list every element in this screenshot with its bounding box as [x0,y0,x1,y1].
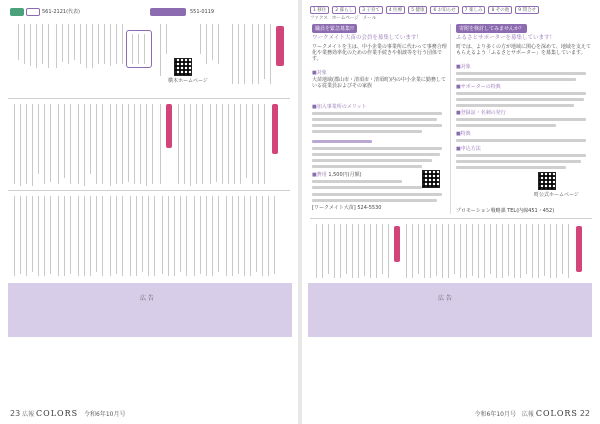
section2-apply-label: ■申込方法 [456,146,481,152]
section1-title: ワークメイト大苗の会員を募集しています！ [312,35,422,41]
brand-prefix: 広報 [22,411,35,418]
nav-sub [310,15,376,21]
section1-heading: 職員を緊急募集!! [312,24,357,33]
issue-date: 令和6年10月号 [474,411,516,418]
brand-logo: COLORS [535,409,578,418]
brand-prefix: 広報 [521,411,534,418]
section2-benefit-label: ■サポーターの特典 [456,84,501,90]
nav-item[interactable]: 5 健康 [408,6,427,14]
page-number: 23 [10,409,21,418]
nav-item[interactable]: 1 移住 [310,6,329,14]
section1-target-label: ■対象 [312,70,327,76]
mail-label: メール [362,16,377,21]
ad-label: 広 告 [438,295,452,302]
brand-logo: COLORS [36,409,79,418]
phone-2: 551-0119 [190,9,215,15]
section2-heading: 寄附を検討してみませんか？ [456,24,527,33]
section2-privilege-label: ■特典 [456,131,471,137]
ad-label: 広 告 [140,295,154,302]
section-marker [166,104,172,148]
nav-item[interactable]: 7 楽しみ [462,6,486,14]
section-marker [276,26,284,66]
advertisement-band [8,283,292,337]
section2-footer: プロモーション戦略課 TEL(内線451・452) [456,208,555,214]
section2-register-label: ■登録証・名刺の発行 [456,110,506,116]
nav-item[interactable]: 6 お知らせ [430,6,458,14]
section-marker [576,226,582,272]
category-tag [10,8,24,16]
nav-item[interactable]: 2 暮らし [332,6,356,14]
right-page [302,0,600,424]
page-footer [10,409,125,418]
nav-item[interactable]: 4 医療 [386,6,405,14]
page-footer [475,409,590,418]
section2-phone: TEL(内線451・452) [507,208,555,214]
category-tag [26,8,40,16]
section1-target: 大苗地域(郡山市・清須市・清須町)内の中小企業に勤務している従業員およびその家族 [312,77,446,89]
qr-label-right: 町公式ホームページ [534,192,579,198]
category-tag [150,8,186,16]
issue-date: 令和6年10月号 [84,411,126,418]
qr-code-section1[interactable] [422,170,440,188]
advertisement-band [308,283,592,337]
section2-body: 町では、より多くの方が地域に関心を深めて、地域を支えてもらえるよう「ふるさとサポーター」を募集しています。 [456,44,591,56]
qr-label: 横木ホームページ [168,78,208,84]
qr-code[interactable] [174,58,192,76]
category-nav [310,6,592,14]
page-number: 22 [579,409,590,418]
nav-item[interactable]: 8 その他 [488,6,512,14]
qr-code-section2[interactable] [538,172,556,190]
nav-item[interactable]: 3 子育て [359,6,383,14]
homepage-label: ホームページ [331,16,359,21]
notice-box [126,30,152,68]
section1-fee: 1,500円(月額) [328,172,362,178]
section-marker [394,226,400,262]
nav-item[interactable]: 9 問合せ [515,6,539,14]
left-page [0,0,298,424]
section1-contact: [ワークメイト大苗] 524-5530 [312,205,382,211]
section-marker [272,104,278,154]
section2-target-label: ■対象 [456,64,471,70]
section1-body: ワークメイトを主は、中小企業の事業所に代わって事務合理化や業務効率化のための作業手続きや相談等を行う団体です。 [312,44,447,62]
section2-title: ふるさとサポーターを募集しています！ [456,35,556,41]
phone-1: 561-2121(代表) [42,9,80,15]
section1-phone: 524-5530 [357,205,382,211]
fax-label: ファクス [310,16,328,21]
section1-benefit-label: ■加入事業所のメリット [312,104,367,110]
section1-fee-label: ■費用 1,500円(月額) [312,172,362,178]
